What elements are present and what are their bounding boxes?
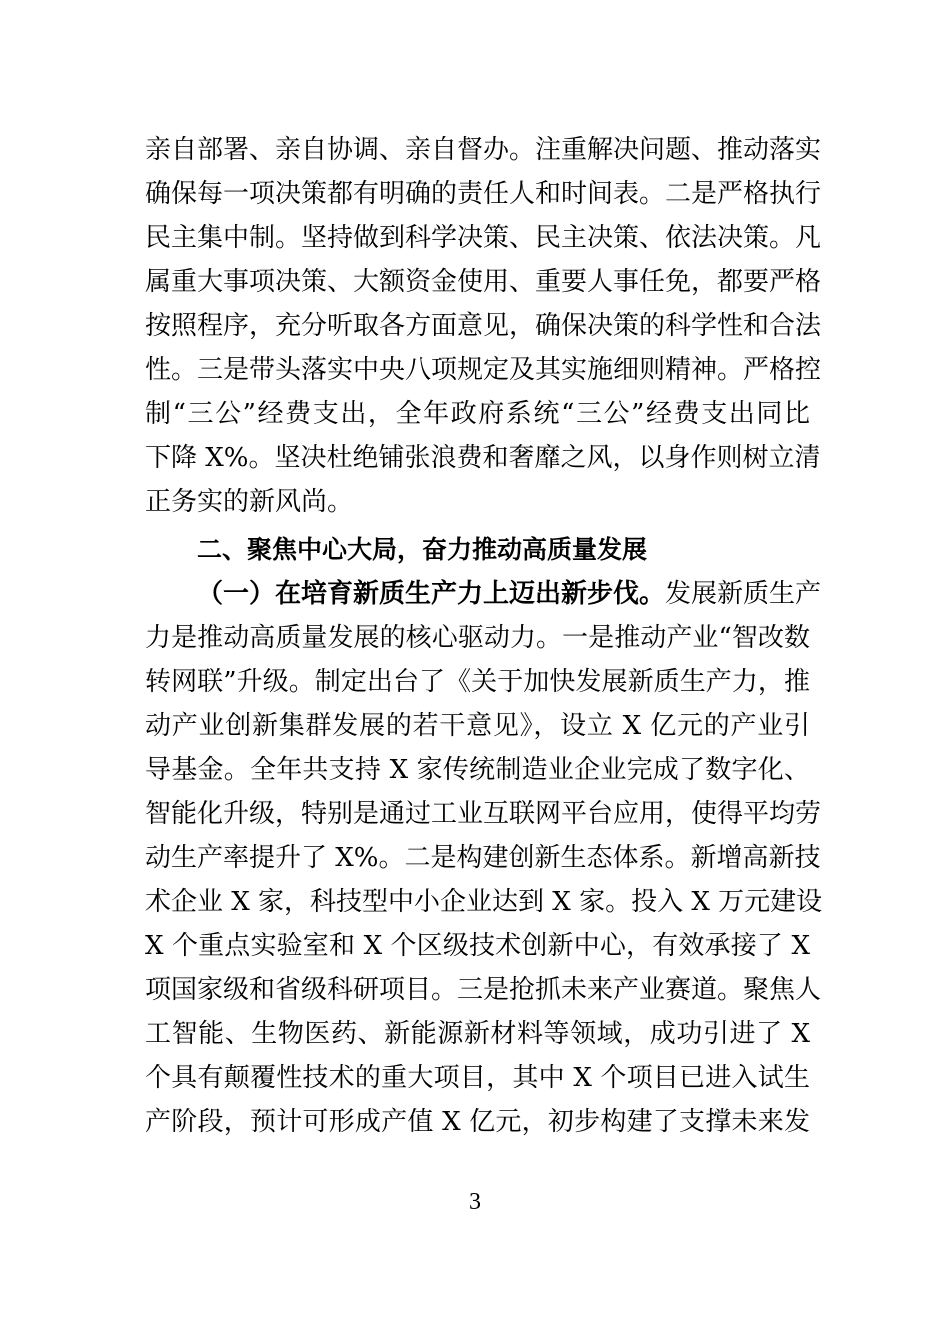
paragraph-line: 亲自部署、亲自协调、亲自督办。注重解决问题、推动落实: [145, 135, 822, 165]
paragraph-line: 民主集中制。坚持做到科学决策、民主决策、依法决策。凡: [145, 223, 822, 253]
paragraph-lead-rest: 发展新质生产: [665, 579, 822, 609]
paragraph-line: 导基金。全年共支持 X 家传统制造业企业完成了数字化、: [145, 755, 810, 785]
paragraph-line: 项国家级和省级科研项目。三是抢抓未来产业赛道。聚焦人: [145, 975, 822, 1005]
paragraph-line: 下降 X%。坚决杜绝铺张浪费和奢靡之风，以身作则树立清: [145, 443, 821, 473]
section-heading: 二、聚焦中心大局，奋力推动高质量发展: [197, 535, 648, 564]
paragraph-line: 力是推动高质量发展的核心驱动力。一是推动产业“智改数: [145, 623, 810, 653]
paragraph-line: 工智能、生物医药、新能源新材料等领域，成功引进了 X: [145, 1019, 810, 1049]
paragraph-line: 转网联”升级。制定出台了《关于加快发展新质生产力，推: [145, 667, 810, 697]
paragraph-line: 动生产率提升了 X%。二是构建创新生态体系。新增高新技: [145, 843, 821, 873]
paragraph-line: 按照程序，充分听取各方面意见，确保决策的科学性和合法: [145, 311, 822, 341]
paragraph-line: 属重大事项决策、大额资金使用、重要人事任免，都要严格: [145, 267, 822, 297]
paragraph-line: 动产业创新集群发展的若干意见》，设立 X 亿元的产业引: [145, 711, 810, 741]
paragraph-line: 术企业 X 家，科技型中小企业达到 X 家。投入 X 万元建设: [145, 887, 823, 917]
page-number: 3: [469, 1189, 481, 1215]
paragraph-line: 智能化升级，特别是通过工业互联网平台应用，使得平均劳: [145, 799, 822, 829]
paragraph-lead: （一）在培育新质生产力上迈出新步伐。: [197, 579, 666, 609]
paragraph-line: 个具有颠覆性技术的重大项目，其中 X 个项目已进入试生: [145, 1063, 810, 1093]
paragraph-line: 制“三公”经费支出，全年政府系统“三公”经费支出同比: [145, 399, 810, 429]
paragraph-line: 产阶段，预计可形成产值 X 亿元，初步构建了支撑未来发: [145, 1107, 810, 1137]
paragraph-line: 性。三是带头落实中央八项规定及其实施细则精神。严格控: [145, 355, 822, 385]
paragraph-line: X 个重点实验室和 X 个区级技术创新中心，有效承接了 X: [145, 931, 810, 961]
paragraph-line: 确保每一项决策都有明确的责任人和时间表。二是严格执行: [145, 179, 822, 209]
paragraph-line: 正务实的新风尚。: [145, 487, 354, 517]
paragraph-first-line: [197, 572, 822, 616]
